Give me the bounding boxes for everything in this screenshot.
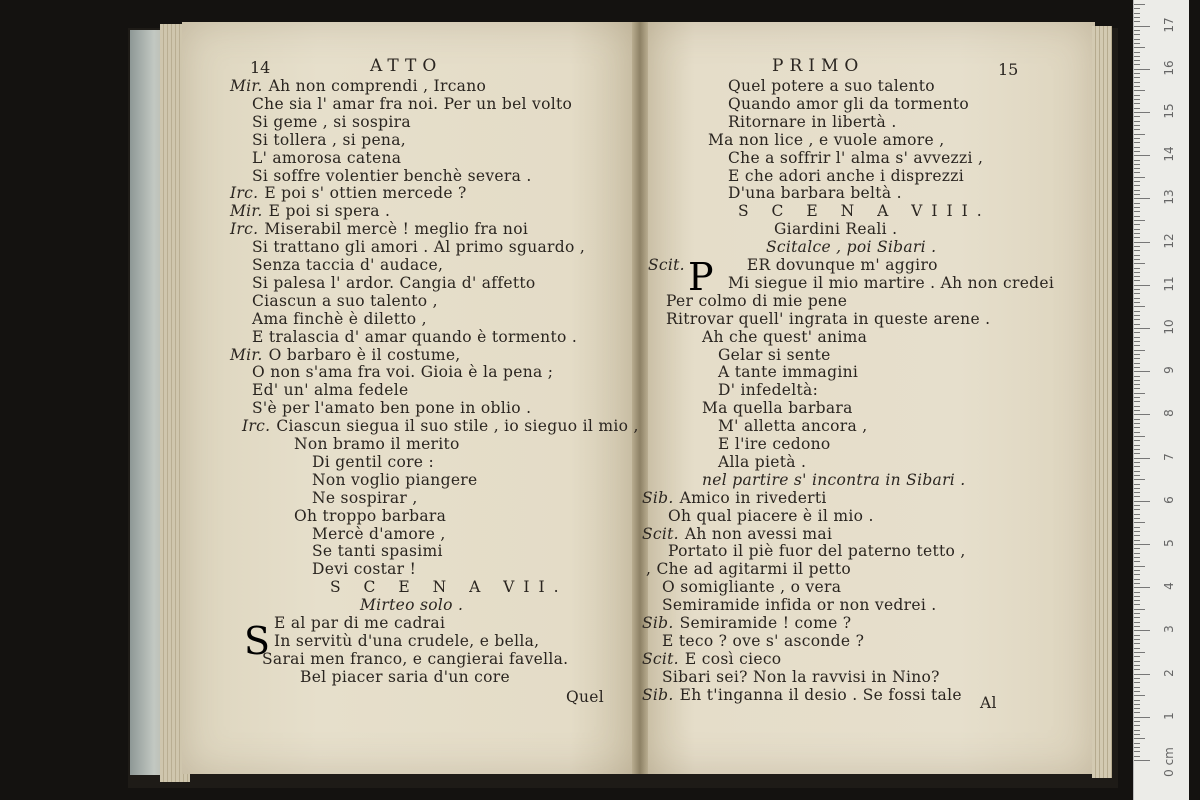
ruler-tick bbox=[1134, 328, 1150, 329]
ruler-tick bbox=[1134, 181, 1140, 182]
text-line: Si tollera , si pena, bbox=[252, 130, 406, 149]
ruler-tick bbox=[1134, 246, 1140, 247]
text-line: Scitalce , poi Sibari . bbox=[766, 238, 937, 257]
ruler-tick bbox=[1134, 26, 1150, 27]
ruler-tick bbox=[1134, 414, 1150, 415]
ruler-tick bbox=[1134, 341, 1140, 342]
left-running-head: ATTO bbox=[370, 56, 443, 76]
ruler-tick bbox=[1134, 194, 1140, 195]
ruler-tick bbox=[1134, 64, 1140, 65]
ruler-tick bbox=[1134, 103, 1140, 104]
ruler-tick bbox=[1134, 652, 1145, 653]
ruler-tick bbox=[1134, 406, 1140, 407]
line-text: Miserabil mercè ! meglio fra noi bbox=[264, 220, 529, 239]
text-line: Ritornare in libertà . bbox=[728, 112, 897, 131]
ruler-tick bbox=[1134, 725, 1140, 726]
ruler-tick bbox=[1134, 332, 1140, 333]
ruler-tick bbox=[1134, 363, 1140, 364]
ruler-tick bbox=[1134, 116, 1140, 117]
ruler-tick bbox=[1134, 566, 1145, 567]
speaker-label: Irc. bbox=[242, 417, 271, 436]
text-line: S C E N A VIII. bbox=[738, 202, 991, 221]
ruler-tick bbox=[1134, 596, 1140, 597]
ruler-tick bbox=[1134, 185, 1140, 186]
text-line: Ne sospirar , bbox=[312, 488, 418, 507]
ruler-number: 3 bbox=[1162, 625, 1176, 634]
text-line: Oh troppo barbara bbox=[294, 506, 447, 525]
ruler-tick bbox=[1134, 172, 1140, 173]
ruler-tick bbox=[1134, 436, 1145, 437]
ruler-tick bbox=[1134, 505, 1140, 506]
ruler-tick bbox=[1134, 570, 1140, 571]
text-line: S C E N A VII. bbox=[330, 578, 568, 597]
text-line: Di gentil core : bbox=[312, 452, 435, 471]
text-line: Ciascun a suo talento , bbox=[252, 291, 438, 310]
text-line: nel partire s' incontra in Sibari . bbox=[702, 470, 966, 489]
ruler-tick bbox=[1134, 164, 1140, 165]
ruler-tick bbox=[1134, 56, 1140, 57]
ruler-tick bbox=[1134, 147, 1140, 148]
ruler-tick bbox=[1134, 423, 1140, 424]
ruler-tick bbox=[1134, 376, 1140, 377]
ruler-tick bbox=[1134, 190, 1140, 191]
ruler-tick bbox=[1134, 337, 1140, 338]
text-line: Bel piacer saria d'un core bbox=[300, 667, 510, 686]
ruler-tick bbox=[1134, 557, 1140, 558]
line-text: E poi s' ottien mercede ? bbox=[264, 184, 467, 203]
ruler-tick bbox=[1134, 449, 1140, 450]
ruler-tick bbox=[1134, 453, 1140, 454]
text-line: Si trattano gli amori . Al primo sguardo , bbox=[252, 238, 586, 257]
ruler-tick bbox=[1134, 268, 1140, 269]
ruler-tick bbox=[1134, 544, 1150, 545]
line-text: O barbaro è il costume, bbox=[268, 345, 461, 364]
ruler-tick bbox=[1134, 39, 1140, 40]
speaker-label: Mir. bbox=[230, 345, 263, 364]
ruler-tick bbox=[1134, 479, 1145, 480]
ruler-tick bbox=[1134, 626, 1140, 627]
text-line: L' amorosa catena bbox=[252, 148, 402, 167]
ruler-tick bbox=[1134, 121, 1140, 122]
ruler-tick bbox=[1134, 43, 1140, 44]
ruler-tick bbox=[1134, 354, 1140, 355]
ruler-tick bbox=[1134, 432, 1140, 433]
ruler-tick bbox=[1134, 319, 1140, 320]
text-line: Si geme , si sospira bbox=[252, 112, 411, 131]
ruler-tick bbox=[1134, 77, 1140, 78]
text-line: E che adori anche i disprezzi bbox=[728, 166, 964, 185]
ruler-tick bbox=[1134, 717, 1150, 718]
text-line: Ed' un' alma fedele bbox=[252, 381, 409, 400]
text-line bbox=[642, 525, 832, 543]
ruler-tick bbox=[1134, 609, 1145, 610]
text-line: Senza taccia d' audace, bbox=[252, 256, 444, 274]
ruler-tick bbox=[1134, 168, 1140, 169]
measurement-ruler bbox=[1133, 0, 1189, 800]
text-line: E l'ire cedono bbox=[718, 435, 831, 453]
ruler-tick bbox=[1134, 617, 1140, 618]
ruler-tick bbox=[1134, 747, 1140, 748]
line-text: E poi si spera . bbox=[268, 202, 391, 221]
ruler-tick bbox=[1134, 280, 1140, 281]
ruler-tick bbox=[1134, 561, 1140, 562]
ruler-tick bbox=[1134, 285, 1150, 286]
ruler-tick bbox=[1134, 82, 1140, 83]
text-line bbox=[642, 686, 962, 704]
ruler-tick bbox=[1134, 315, 1140, 316]
ruler-tick bbox=[1134, 95, 1140, 96]
text-line: Non bramo il merito bbox=[294, 435, 460, 453]
ruler-tick bbox=[1134, 760, 1150, 761]
line-text: Amico in rivederti bbox=[679, 488, 827, 507]
text-line: O non s'ama fra voi. Gioia è la pena ; bbox=[252, 363, 554, 382]
ruler-tick bbox=[1134, 289, 1140, 290]
ruler-tick bbox=[1134, 224, 1140, 225]
left-page-number: 14 bbox=[250, 58, 271, 77]
ruler-tick bbox=[1134, 73, 1140, 74]
ruler-tick bbox=[1134, 592, 1140, 593]
ruler-tick bbox=[1134, 177, 1145, 178]
ruler-number: 5 bbox=[1162, 539, 1176, 547]
text-line bbox=[242, 417, 639, 435]
text-line: Gelar si sente bbox=[718, 345, 831, 364]
ruler-tick bbox=[1134, 380, 1140, 381]
text-line: Se tanti spasimi bbox=[312, 542, 443, 561]
right-running-head: PRIMO bbox=[772, 56, 865, 76]
ruler-tick bbox=[1134, 388, 1140, 389]
text-line: Alla pietà . bbox=[718, 452, 807, 471]
text-line: Portato il piè fuor del paterno tetto , bbox=[668, 542, 966, 561]
speaker-label: Irc. bbox=[230, 184, 259, 203]
text-line: Mi siegue il mio martire . Ah non credei bbox=[728, 273, 1055, 292]
ruler-tick bbox=[1134, 211, 1140, 212]
ruler-tick bbox=[1134, 527, 1140, 528]
ruler-tick bbox=[1134, 207, 1140, 208]
ruler-tick bbox=[1134, 324, 1140, 325]
ruler-number: 4 bbox=[1162, 582, 1176, 591]
ruler-tick bbox=[1134, 60, 1140, 61]
speaker-label: Scit. bbox=[642, 524, 679, 543]
text-line: Ma non lice , e vuole amore , bbox=[708, 130, 945, 149]
ruler-tick bbox=[1134, 492, 1140, 493]
speaker-label: Mir. bbox=[230, 77, 263, 95]
right-drop-cap: P bbox=[688, 255, 714, 299]
ruler-tick bbox=[1134, 151, 1140, 152]
ruler-number: 9 bbox=[1162, 366, 1176, 375]
ruler-tick bbox=[1134, 367, 1140, 368]
text-line: Ma quella barbara bbox=[702, 399, 853, 418]
text-line: S'è per l'amato ben pone in oblio . bbox=[252, 399, 532, 418]
ruler-tick bbox=[1134, 531, 1140, 532]
text-line: Quando amor gli da tormento bbox=[728, 94, 970, 113]
text-line: Che sia l' amar fra noi. Per un bel volto bbox=[252, 94, 573, 113]
ruler-tick bbox=[1134, 242, 1150, 243]
speaker-label: Sib. bbox=[642, 488, 674, 507]
ruler-tick bbox=[1134, 112, 1150, 113]
speaker-label: Sib. bbox=[642, 685, 674, 704]
ruler-tick bbox=[1134, 155, 1150, 156]
ruler-tick bbox=[1134, 401, 1140, 402]
line-text: ER dovunque m' aggiro bbox=[746, 256, 938, 274]
ruler-tick bbox=[1134, 721, 1140, 722]
ruler-tick bbox=[1134, 496, 1140, 497]
right-page-number: 15 bbox=[998, 60, 1019, 79]
ruler-tick bbox=[1134, 665, 1140, 666]
ruler-tick bbox=[1134, 730, 1140, 731]
ruler-tick bbox=[1134, 125, 1140, 126]
text-line: Ama finchè è diletto , bbox=[252, 309, 427, 328]
ruler-tick bbox=[1134, 17, 1140, 18]
text-line: Giardini Reali . bbox=[774, 220, 898, 239]
right-catchword: Al bbox=[980, 694, 997, 712]
ruler-unit-label: 0 cm bbox=[1162, 747, 1176, 777]
speaker-label: Scit. bbox=[642, 649, 679, 668]
ruler-tick bbox=[1134, 108, 1140, 109]
ruler-tick bbox=[1134, 138, 1140, 139]
ruler-tick bbox=[1134, 704, 1140, 705]
text-line: , Che ad agitarmi il petto bbox=[646, 560, 851, 579]
ruler-tick bbox=[1134, 160, 1140, 161]
ruler-tick bbox=[1134, 648, 1140, 649]
ruler-tick bbox=[1134, 272, 1140, 273]
ruler-tick bbox=[1134, 350, 1145, 351]
ruler-tick bbox=[1134, 661, 1140, 662]
ruler-tick bbox=[1134, 751, 1140, 752]
ruler-tick bbox=[1134, 553, 1140, 554]
text-line bbox=[642, 614, 851, 632]
ruler-tick bbox=[1134, 142, 1140, 143]
ruler-tick bbox=[1134, 604, 1140, 605]
text-line: Quel potere a suo talento bbox=[728, 77, 935, 95]
ruler-tick bbox=[1134, 203, 1140, 204]
ruler-tick bbox=[1134, 371, 1150, 372]
text-line bbox=[230, 346, 461, 364]
ruler-tick bbox=[1134, 700, 1140, 701]
ruler-tick bbox=[1134, 263, 1145, 264]
ruler-tick bbox=[1134, 743, 1140, 744]
ruler-tick bbox=[1134, 220, 1145, 221]
ruler-tick bbox=[1134, 687, 1140, 688]
ruler-tick bbox=[1134, 86, 1140, 87]
ruler-tick bbox=[1134, 466, 1140, 467]
ruler-number: 2 bbox=[1162, 668, 1176, 677]
text-line bbox=[642, 650, 781, 668]
left-catchword: Quel bbox=[566, 688, 605, 706]
text-line: E al par di me cadrai bbox=[274, 614, 446, 632]
ruler-number: 12 bbox=[1162, 232, 1176, 249]
ruler-tick bbox=[1134, 47, 1145, 48]
ruler-tick bbox=[1134, 548, 1140, 549]
ruler-tick bbox=[1134, 682, 1140, 683]
ruler-tick bbox=[1134, 358, 1140, 359]
ruler-tick bbox=[1134, 237, 1140, 238]
speaker-label: Sib. bbox=[642, 614, 674, 632]
speaker-label: Mir. bbox=[230, 202, 263, 221]
ruler-number: 16 bbox=[1162, 60, 1176, 76]
ruler-tick bbox=[1134, 306, 1145, 307]
text-line: Oh qual piacere è il mio . bbox=[668, 506, 874, 525]
text-line bbox=[230, 220, 528, 238]
ruler-tick bbox=[1134, 13, 1140, 14]
ruler-tick bbox=[1134, 501, 1150, 502]
ruler-number: 10 bbox=[1162, 319, 1176, 335]
ruler-tick bbox=[1134, 397, 1140, 398]
text-line: Ritrovar quell' ingrata in queste arene . bbox=[666, 309, 991, 328]
ruler-number: 6 bbox=[1162, 495, 1176, 504]
ruler-number: 17 bbox=[1162, 16, 1176, 33]
line-text: Semiramide ! come ? bbox=[679, 614, 852, 632]
ruler-tick bbox=[1134, 427, 1140, 428]
ruler-tick bbox=[1134, 134, 1145, 135]
line-text: E così cieco bbox=[684, 649, 782, 668]
speaker-label: Irc. bbox=[230, 220, 259, 239]
line-text: Ciascun siegua il suo stile , io sieguo il mio , bbox=[276, 417, 639, 436]
ruler-tick bbox=[1134, 522, 1145, 523]
ruler-tick bbox=[1134, 643, 1140, 644]
ruler-number: 7 bbox=[1162, 452, 1176, 461]
ruler-tick bbox=[1134, 30, 1140, 31]
ruler-tick bbox=[1134, 600, 1140, 601]
ruler-tick bbox=[1134, 514, 1140, 515]
ruler-tick bbox=[1134, 734, 1140, 735]
text-line: Sibari sei? Non la ravvisi in Nino? bbox=[662, 667, 940, 686]
ruler-tick bbox=[1134, 630, 1150, 631]
text-line bbox=[642, 489, 827, 507]
page-edges-right bbox=[1092, 26, 1112, 778]
ruler-tick bbox=[1134, 622, 1140, 623]
ruler-tick bbox=[1134, 393, 1145, 394]
ruler-tick bbox=[1134, 579, 1140, 580]
text-line: Semiramide infida or non vedrei . bbox=[662, 596, 937, 615]
text-line: Devi costar ! bbox=[312, 560, 417, 579]
ruler-tick bbox=[1134, 540, 1140, 541]
ruler-tick bbox=[1134, 90, 1145, 91]
ruler-tick bbox=[1134, 345, 1140, 346]
ruler-tick bbox=[1134, 276, 1140, 277]
ruler-tick bbox=[1134, 440, 1140, 441]
ruler-tick bbox=[1134, 302, 1140, 303]
ruler-tick bbox=[1134, 34, 1140, 35]
ruler-number: 8 bbox=[1162, 409, 1176, 418]
ruler-tick bbox=[1134, 708, 1140, 709]
text-line: D' infedeltà: bbox=[718, 381, 819, 400]
speaker-label: Scit. bbox=[648, 256, 685, 274]
ruler-tick bbox=[1134, 574, 1140, 575]
text-line: O somigliante , o vera bbox=[662, 578, 842, 597]
ruler-tick bbox=[1134, 198, 1150, 199]
ruler-tick bbox=[1134, 458, 1150, 459]
ruler-tick bbox=[1134, 259, 1140, 260]
ruler-tick bbox=[1134, 69, 1150, 70]
ruler-tick bbox=[1134, 250, 1140, 251]
ruler-tick bbox=[1134, 229, 1140, 230]
text-line: Si soffre volentier benchè severa . bbox=[252, 166, 532, 185]
ruler-number: 14 bbox=[1162, 146, 1176, 162]
text-line: In servitù d'una crudele, e bella, bbox=[274, 631, 540, 650]
ruler-tick bbox=[1134, 669, 1140, 670]
ruler-tick bbox=[1134, 384, 1140, 385]
ruler-tick bbox=[1134, 52, 1140, 53]
ruler-tick bbox=[1134, 445, 1140, 446]
ruler-tick bbox=[1134, 678, 1140, 679]
text-line: A tante immagini bbox=[718, 363, 859, 382]
ruler-tick bbox=[1134, 255, 1140, 256]
text-line: Ah che quest' anima bbox=[702, 327, 868, 346]
ruler-tick bbox=[1134, 587, 1150, 588]
ruler-tick bbox=[1134, 233, 1140, 234]
text-line: Mercè d'amore , bbox=[312, 524, 446, 543]
left-drop-cap: S bbox=[244, 619, 271, 663]
ruler-tick bbox=[1134, 613, 1140, 614]
ruler-number: 13 bbox=[1162, 189, 1176, 206]
ruler-tick bbox=[1134, 298, 1140, 299]
ruler-tick bbox=[1134, 635, 1140, 636]
ruler-tick bbox=[1134, 484, 1140, 485]
ruler-number: 15 bbox=[1162, 103, 1176, 119]
ruler-tick bbox=[1134, 216, 1140, 217]
right-page-text bbox=[640, 77, 1095, 717]
text-line: Che a soffrir l' alma s' avvezzi , bbox=[728, 148, 984, 167]
ruler-tick bbox=[1134, 311, 1140, 312]
ruler-tick bbox=[1134, 695, 1145, 696]
line-text: Eh t'inganna il desio . Se fossi tale bbox=[679, 685, 962, 704]
text-line: M' alletta ancora , bbox=[718, 417, 868, 436]
ruler-tick bbox=[1134, 293, 1140, 294]
text-line: Non voglio piangere bbox=[312, 470, 478, 489]
ruler-tick bbox=[1134, 471, 1140, 472]
ruler-tick bbox=[1134, 712, 1140, 713]
ruler-number: 11 bbox=[1162, 276, 1176, 292]
ruler-tick bbox=[1134, 535, 1140, 536]
ruler-tick bbox=[1134, 639, 1140, 640]
ruler-tick bbox=[1134, 691, 1140, 692]
ruler-tick bbox=[1134, 410, 1140, 411]
text-line: Mirteo solo . bbox=[360, 596, 464, 615]
ruler-tick bbox=[1134, 129, 1140, 130]
ruler-tick bbox=[1134, 21, 1140, 22]
text-line: Si palesa l' ardor. Cangia d' affetto bbox=[252, 273, 536, 292]
text-line: Sarai men franco, e cangierai favella. bbox=[262, 649, 569, 668]
ruler-tick bbox=[1134, 656, 1140, 657]
ruler-tick bbox=[1134, 738, 1145, 739]
ruler-tick bbox=[1134, 518, 1140, 519]
ruler-tick bbox=[1134, 462, 1140, 463]
ruler-tick bbox=[1134, 509, 1140, 510]
ruler-tick bbox=[1134, 4, 1145, 5]
ruler-number: 1 bbox=[1162, 711, 1176, 720]
line-text: Ah non avessi mai bbox=[684, 524, 833, 543]
ruler-tick bbox=[1134, 488, 1140, 489]
text-line: D'una barbara beltà . bbox=[728, 184, 902, 203]
text-line bbox=[230, 77, 486, 95]
ruler-tick bbox=[1134, 756, 1140, 757]
text-line bbox=[230, 202, 390, 220]
text-line: Per colmo di mie pene bbox=[666, 291, 848, 310]
ruler-tick bbox=[1134, 419, 1140, 420]
line-text: Ah non comprendi , Ircano bbox=[268, 77, 487, 95]
text-line: E teco ? ove s' asconde ? bbox=[662, 631, 865, 650]
ruler-tick bbox=[1134, 475, 1140, 476]
ruler-tick bbox=[1134, 99, 1140, 100]
text-line bbox=[230, 184, 467, 202]
ruler-tick bbox=[1134, 583, 1140, 584]
text-line: E tralascia d' amar quando è tormento . bbox=[252, 327, 578, 346]
ruler-tick bbox=[1134, 8, 1140, 9]
ruler-tick bbox=[1134, 674, 1150, 675]
